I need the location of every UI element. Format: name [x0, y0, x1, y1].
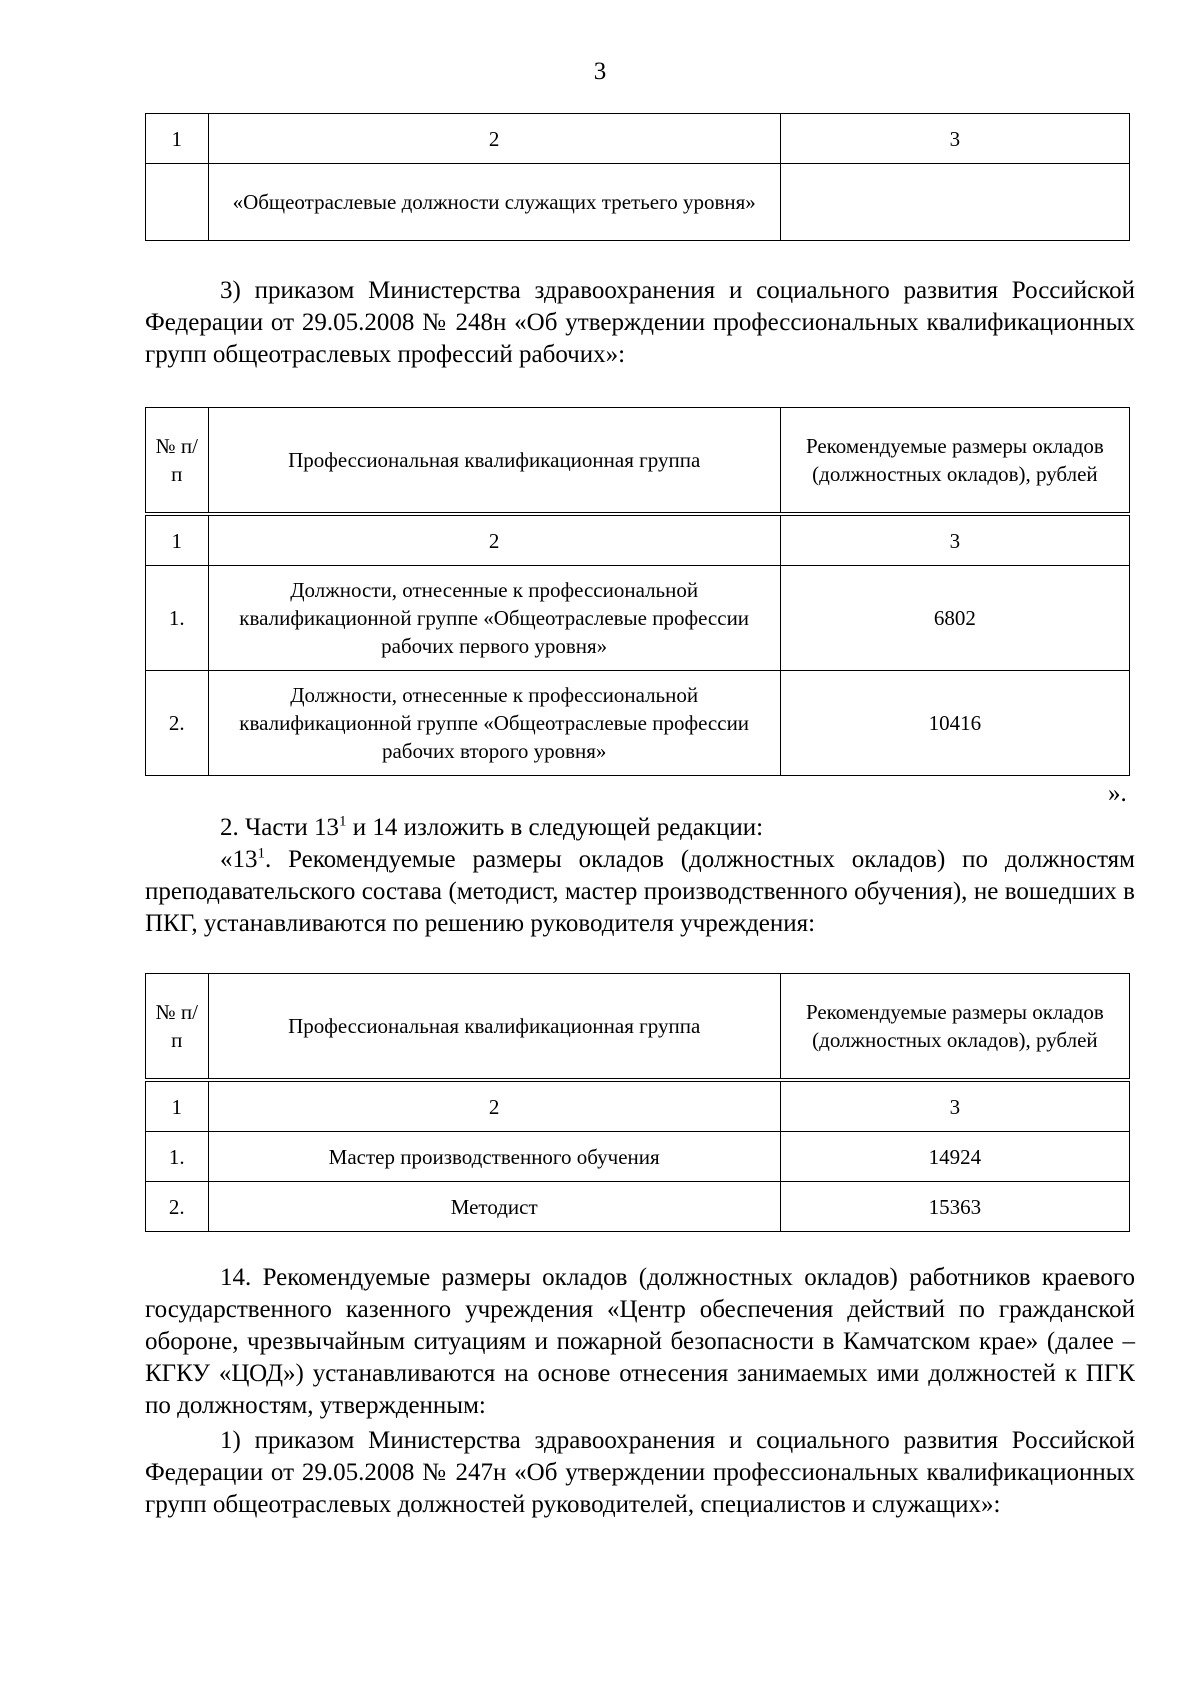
table-row [146, 566, 1130, 671]
superscript: 1 [257, 845, 265, 862]
table-cell: 10416 [780, 671, 1129, 776]
table-cell: 1 [146, 114, 209, 164]
table-cell: 1. [146, 566, 209, 671]
header-cell-number: № п/п [146, 974, 209, 1079]
table-column-numbers [146, 114, 1130, 164]
page-number: 3 [593, 58, 607, 85]
table-cell: «Общеотраслевые должности служащих третьего уровня» [208, 164, 780, 241]
paragraph-part-13-1 [145, 844, 1135, 940]
table-cell: 1 [146, 516, 209, 566]
table-cell: 2 [208, 516, 780, 566]
paragraph-text: 3) приказом Министерства здравоохранения и социального развития Российской Федерации от 29.05.2008 № 248н «Об утверждении профессиональных квалификационных групп общеотраслевых профессий рабочих»: [145, 277, 1135, 368]
table-cell: 1 [146, 1082, 209, 1132]
table-248n-header [145, 407, 1130, 513]
header-cell-salary: Рекомендуемые размеры окладов (должностных окладов), рублей [780, 974, 1129, 1079]
table-13-1-header [145, 973, 1130, 1079]
table-cell: 14924 [780, 1132, 1129, 1182]
table-cell: 2 [208, 1082, 780, 1132]
paragraph-part-14 [145, 1262, 1135, 1422]
superscript: 1 [339, 813, 347, 830]
table-cell: Должности, отнесенные к профессиональной квалификационной группе «Общеотраслевые профессии рабочих второго уровня» [208, 671, 780, 776]
table-cell: 3 [780, 114, 1129, 164]
table-cell: Мастер производственного обучения [208, 1132, 780, 1182]
table-cell [780, 164, 1129, 241]
table-header-row [146, 974, 1130, 1079]
table-row [146, 164, 1130, 241]
table-row [146, 1132, 1130, 1182]
table-column-numbers [146, 516, 1130, 566]
table-cell: 6802 [780, 566, 1129, 671]
paragraph-text: 2. Части 13 [220, 814, 339, 841]
paragraph-order-247n [145, 1425, 1135, 1521]
paragraph-text: и 14 изложить в следующей редакции: [346, 814, 764, 841]
table-cell: 2. [146, 671, 209, 776]
table-cell: 3 [780, 516, 1129, 566]
paragraph-amend-parts [145, 812, 1135, 844]
paragraph-text: 14. Рекомендуемые размеры окладов (должностных окладов) работников краевого государственного казенного учреждения «Центр обеспечения действий по гражданской обороне, чрезвычайным ситуациям и пожарной безопасности в Камчатском крае» (далее – КГКУ «ЦОД») устанавливаются на основе отнесения занимаемых ими должностей к ПГК по должностям, утвержденным: [145, 1264, 1135, 1419]
paragraph-text: 1) приказом Министерства здравоохранения и социального развития Российской Федерации от 29.05.2008 № 247н «Об утверждении профессиональных квалификационных групп общеотраслевых должностей руководителей, специалистов и служащих»: [145, 1427, 1135, 1518]
table-cell: 2. [146, 1182, 209, 1232]
header-cell-group: Профессиональная квалификационная группа [208, 974, 780, 1079]
table-column-numbers [146, 1082, 1130, 1132]
table-row [146, 1182, 1130, 1232]
table-row [146, 671, 1130, 776]
paragraph-text: «13 [220, 846, 258, 873]
paragraph-text: . Рекомендуемые размеры окладов (должностных окладов) по должностям преподавательского состава (методист, мастер производственного обучения), не вошедших в ПКГ, устанавливаются по решению руководителя учреждения: [145, 846, 1135, 937]
table-cell: 3 [780, 1082, 1129, 1132]
table-cell: Методист [208, 1182, 780, 1232]
closing-quote-mark: ». [1108, 780, 1127, 807]
header-cell-group: Профессиональная квалификационная группа [208, 408, 780, 513]
table-13-1-body [145, 1081, 1130, 1232]
header-cell-number: № п/п [146, 408, 209, 513]
table-cell: 1. [146, 1132, 209, 1182]
table-248n-body [145, 515, 1130, 776]
paragraph-order-248n [145, 275, 1135, 371]
table-cell: Должности, отнесенные к профессиональной квалификационной группе «Общеотраслевые профессии рабочих первого уровня» [208, 566, 780, 671]
header-cell-salary: Рекомендуемые размеры окладов (должностных окладов), рублей [780, 408, 1129, 513]
table-cell: 15363 [780, 1182, 1129, 1232]
table-cell [146, 164, 209, 241]
table-continuation [145, 113, 1130, 241]
table-header-row [146, 408, 1130, 513]
table-cell: 2 [208, 114, 780, 164]
